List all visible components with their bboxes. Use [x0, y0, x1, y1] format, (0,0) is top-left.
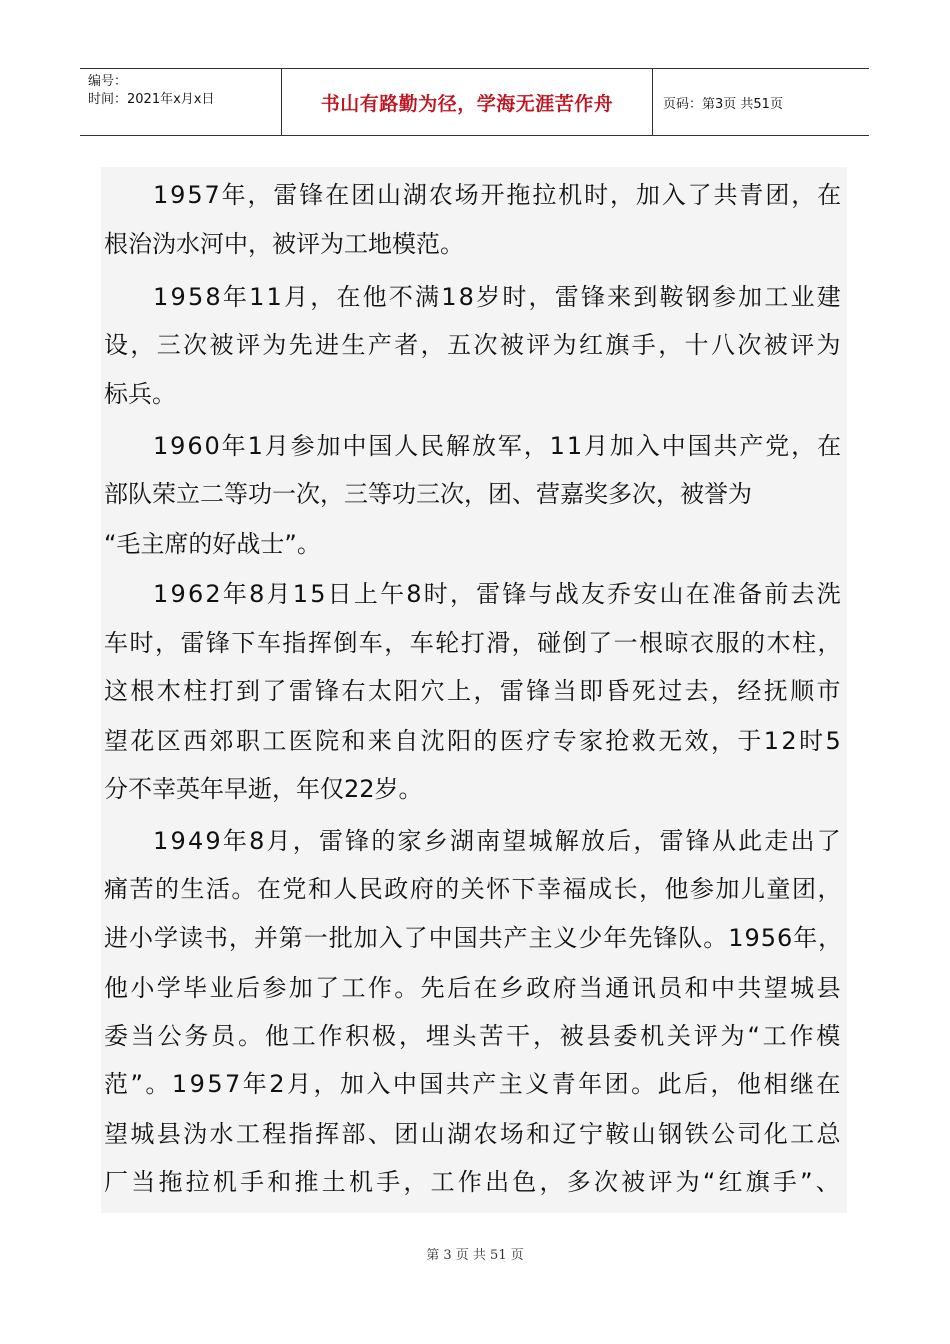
body-line: 望城县沩水工程指挥部、团山湖农场和辽宁鞍山钢铁公司化工总	[104, 1120, 843, 1148]
header-motto: 书山有路勤为径，学海无涯苦作舟	[282, 69, 653, 135]
body-line: 他小学毕业后参加了工作。先后在乡政府当通讯员和中共望城县	[104, 974, 843, 1002]
body-line: 标兵。	[104, 380, 176, 408]
header-page-info: 页码：第3页 共51页	[663, 96, 783, 112]
body-line: 厂当拖拉机手和推土机手，工作出色，多次被评为“红旗手”、	[104, 1168, 844, 1196]
page-footer: 第 3 页 共 51 页	[426, 1248, 524, 1263]
header-meta	[80, 69, 282, 135]
body-line: 委当公务员。他工作积极，埋头苦干，被县委机关评为“工作模	[104, 1022, 844, 1050]
body-line: 设，三次被评为先进生产者，五次被评为红旗手，十八次被评为	[104, 331, 843, 359]
body-line: 这根木柱打到了雷锋右太阳穴上，雷锋当即昏死过去，经抚顺市	[104, 677, 843, 705]
body-line: 望花区西郊职工医院和来自沈阳的医疗专家抢救无效，于12时5	[104, 727, 844, 755]
body-line: 1957年，雷锋在团山湖农场开拖拉机时，加入了共青团，在	[153, 181, 843, 209]
body-line: 范”。1957年2月，加入中国共产主义青年团。此后，他相继在	[104, 1070, 843, 1098]
body-line: 1958年11月，在他不满18岁时，雷锋来到鞍钢参加工业建	[153, 283, 843, 311]
body-line: 1949年8月，雷锋的家乡湖南望城解放后，雷锋从此走出了	[153, 827, 843, 855]
document-body	[101, 167, 847, 1213]
body-line: 分不幸英年早逝，年仅22岁。	[104, 775, 423, 803]
body-line: 部队荣立二等功一次，三等功三次，团、营嘉奖多次，被誉为	[104, 480, 752, 508]
body-line: 车时，雷锋下车指挥倒车，车轮打滑，碰倒了一根晾衣服的木柱，	[104, 629, 843, 657]
body-line: 根治沩水河中，被评为工地模范。	[104, 230, 464, 258]
body-line: 1960年1月参加中国人民解放军，11月加入中国共产党，在	[153, 432, 843, 460]
body-line: 进小学读书，并第一批加入了中国共产主义少年先锋队。1956年，	[104, 924, 844, 952]
page-header	[80, 68, 869, 136]
body-line: “毛主席的好战士”。	[104, 530, 321, 558]
body-line: 痛苦的生活。在党和人民政府的关怀下幸福成长，他参加儿童团，	[104, 875, 843, 903]
document-number-label: 编号：	[88, 74, 128, 89]
body-line: 1962年8月15日上午8时，雷锋与战友乔安山在准备前去洗	[153, 580, 843, 608]
document-date: 时间：2021年x月x日	[88, 92, 215, 107]
